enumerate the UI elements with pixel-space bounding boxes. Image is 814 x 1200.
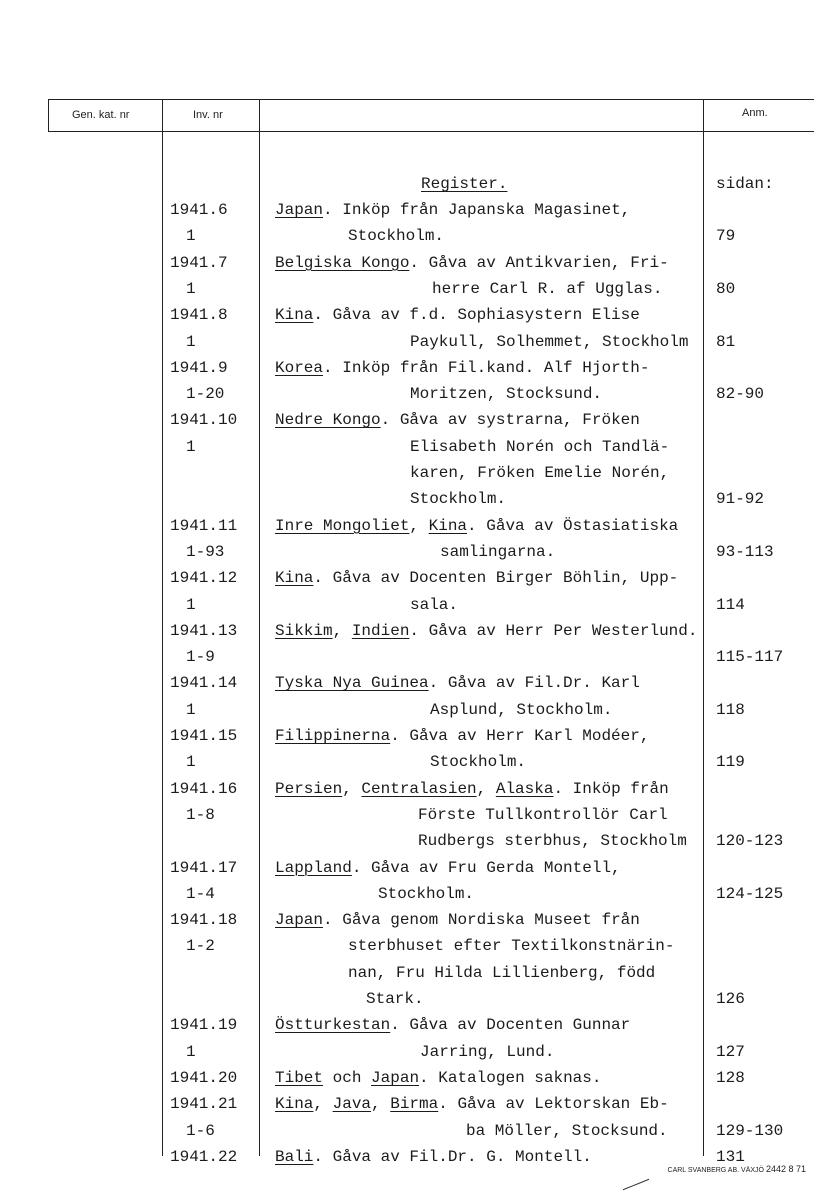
entry-text-line (275, 412, 640, 428)
entry-text-line (430, 754, 526, 770)
inv-number: 1941.8 (170, 306, 228, 325)
entry-text-line (410, 465, 669, 481)
entry-text: . Inköp från Fil.kand. Alf Hjorth- (323, 358, 650, 377)
entry-text-line (466, 1123, 668, 1139)
column-rule-1 (162, 99, 163, 1156)
entry-text: nan, Fru Hilda Lillienberg, född (348, 963, 656, 982)
entry-text: Stockholm. (378, 884, 475, 903)
page-reference: 80 (716, 279, 736, 298)
entry-text: . Gåva av Herr Karl Modéer, (390, 727, 650, 745)
entry-text-line (275, 360, 649, 376)
entry-text-line (410, 439, 669, 455)
page-reference: 79 (716, 227, 736, 246)
printer-imprint (668, 1164, 806, 1174)
object-count: 1 (186, 753, 196, 772)
header-left-rule (48, 99, 49, 132)
place-name: Java (332, 1095, 372, 1114)
entry-text-line (366, 991, 424, 1007)
entry-text: Stockholm. (348, 227, 445, 246)
object-count: 1 (186, 595, 196, 614)
entry-text: ba Möller, Stocksund. (466, 1121, 668, 1140)
entry-text-line (430, 702, 612, 718)
place-name: Bali (275, 1147, 314, 1166)
entry-text-line (432, 281, 662, 297)
entry-text-line (275, 307, 640, 323)
page-reference: 115-117 (716, 648, 784, 667)
inv-number: 1941.9 (170, 358, 228, 377)
object-count: 1 (186, 279, 196, 298)
inv-number: 1941.10 (170, 411, 238, 430)
entry-text: sala. (410, 595, 459, 614)
page-reference: 118 (716, 700, 745, 719)
entry-text: Moritzen, Stocksund. (410, 385, 603, 404)
entry-text: , (476, 779, 496, 798)
entry-text-line (275, 1096, 669, 1112)
form-code: 2442 8 71 (765, 1164, 806, 1174)
page-reference: 114 (716, 595, 745, 614)
entry-text-line (275, 728, 649, 744)
inv-number: 1941.18 (170, 911, 238, 930)
entry-text-line (275, 202, 630, 218)
inv-number: 1941.19 (170, 1016, 238, 1035)
entry-text: , (332, 621, 352, 640)
entry-text: karen, Fröken Emelie Norén, (410, 464, 670, 482)
entry-text-line (275, 623, 697, 639)
entry-text: Stockholm. (410, 490, 507, 509)
entry-text-line (440, 544, 555, 560)
place-name: Filippinerna (275, 727, 391, 745)
entry-text: , (371, 1095, 391, 1114)
entry-text: , (409, 516, 429, 535)
column-rule-3 (703, 99, 704, 1156)
entry-text: Paykull, Solhemmet, Stockholm (410, 332, 689, 351)
place-name: Japan (371, 1068, 420, 1087)
entry-text-line (275, 1149, 592, 1165)
entry-text: , (313, 1095, 333, 1114)
entry-text-line (410, 334, 688, 350)
entry-text: . Gåva av Fil.Dr. G. Montell. (313, 1147, 592, 1166)
entry-text: samlingarna. (440, 542, 556, 561)
object-count: 1-20 (186, 385, 225, 404)
entry-text: Asplund, Stockholm. (430, 700, 613, 719)
inv-number: 1941.11 (170, 516, 238, 535)
entry-text: . Gåva av Östasiatiska (467, 516, 679, 535)
entry-text: . Gåva av Antikvarien, Fri- (409, 253, 669, 272)
pen-mark (623, 1179, 649, 1190)
entry-text: Förste Tullkontrollör Carl (418, 805, 668, 824)
object-count: 1 (186, 227, 196, 246)
place-name: Japan (275, 201, 324, 219)
object-count: 1-4 (186, 884, 215, 903)
gen-kat-nr-header: Gen. kat. nr (72, 109, 130, 121)
place-name: Kina (275, 1095, 314, 1114)
entry-text: Stark. (366, 990, 424, 1008)
entry-text-line (275, 255, 669, 271)
entry-text-line (275, 860, 621, 876)
place-name: Japan (275, 911, 324, 930)
entry-text-line (420, 1044, 554, 1060)
entry-text: , (342, 779, 362, 798)
page-reference: 81 (716, 332, 736, 351)
inv-number: 1941.13 (170, 621, 238, 640)
inv-number: 1941.17 (170, 858, 238, 877)
entry-text: Jarring, Lund. (420, 1042, 555, 1061)
entry-text: . Gåva av Fru Gerda Montell, (351, 858, 621, 877)
entry-text-line (410, 597, 458, 613)
column-rule-2 (259, 99, 260, 1156)
place-name: Östturkestan (275, 1016, 391, 1035)
entry-text: . Katalogen saknas. (419, 1068, 602, 1087)
page-reference: 131 (716, 1147, 745, 1166)
entry-text: . Gåva av systrarna, Fröken (380, 411, 640, 430)
entry-text: . Gåva av Lektorskan Eb- (438, 1095, 669, 1114)
object-count: 1 (186, 1042, 196, 1061)
entry-text-line (418, 833, 687, 849)
register-title: Register. (421, 175, 508, 193)
place-name: Lappland (275, 858, 352, 877)
place-name: Sikkim (275, 621, 333, 640)
inv-number: 1941.20 (170, 1068, 238, 1087)
entry-text: Elisabeth Norén och Tandlä- (410, 437, 670, 456)
object-count: 1-93 (186, 542, 225, 561)
inv-number: 1941.12 (170, 569, 238, 588)
place-name: Persien (275, 779, 343, 798)
place-name: Centralasien (361, 779, 477, 798)
inv-number: 1941.21 (170, 1095, 238, 1114)
place-name: Inre Mongoliet (275, 516, 410, 535)
place-name: Kina (428, 516, 468, 535)
entry-text: Stockholm. (430, 753, 527, 772)
entry-text: . Gåva av Herr Per Westerlund. (409, 621, 698, 640)
place-name: Birma (390, 1095, 439, 1114)
entry-text: Rudbergs sterbhus, Stockholm (418, 832, 687, 851)
place-name: Tibet (275, 1068, 324, 1087)
entry-text-line (275, 675, 640, 691)
anm-header: Anm. (742, 107, 768, 119)
inv-number: 1941.14 (170, 674, 238, 693)
place-name: Nedre Kongo (275, 411, 381, 430)
inv-number: 1941.16 (170, 779, 238, 798)
entry-text: . Gåva av f.d. Sophiasystern Elise (313, 306, 640, 325)
inv-number: 1941.6 (170, 201, 228, 219)
entry-text: . Gåva av Docenten Gunnar (390, 1016, 631, 1035)
page-column-header: sidan: (716, 175, 774, 193)
inv-nr-header: Inv. nr (193, 109, 223, 121)
place-name: Kina (275, 306, 314, 325)
entry-text: . Gåva av Fil.Dr. Karl (428, 674, 640, 693)
page-reference: 126 (716, 990, 745, 1008)
place-name: Belgiska Kongo (275, 253, 410, 272)
page-reference: 119 (716, 753, 745, 772)
entry-text: . Gåva av Docenten Birger Böhlin, Upp- (313, 569, 679, 588)
inv-number: 1941.22 (170, 1147, 238, 1166)
entry-text: och (323, 1068, 372, 1087)
entry-text-line (418, 807, 668, 823)
object-count: 1 (186, 437, 196, 456)
entry-text-line (275, 1017, 630, 1033)
entry-text-line (348, 965, 655, 981)
entry-text: . Inköp från (553, 779, 669, 798)
entry-text-line (275, 518, 678, 534)
place-name: Kina (275, 569, 314, 588)
entry-text: . Gåva genom Nordiska Museet från (323, 911, 640, 930)
object-count: 1-6 (186, 1121, 215, 1140)
place-name: Indien (351, 621, 410, 640)
object-count: 1 (186, 332, 196, 351)
entry-text: sterbhuset efter Textilkonstnärin- (348, 937, 675, 956)
page-reference: 129-130 (716, 1121, 784, 1140)
page-reference: 91-92 (716, 490, 765, 509)
place-name: Tyska Nya Guinea (275, 674, 429, 693)
object-count: 1-2 (186, 937, 215, 956)
object-count: 1-8 (186, 805, 215, 824)
entry-text-line (275, 570, 678, 586)
entry-text: herre Carl R. af Ugglas. (432, 279, 663, 298)
place-name: Alaska (495, 779, 554, 798)
page-reference: 82-90 (716, 385, 765, 404)
entry-text-line (275, 912, 640, 928)
object-count: 1 (186, 700, 196, 719)
entry-text-line (275, 1070, 601, 1086)
place-name: Korea (275, 358, 324, 377)
page-reference: 124-125 (716, 884, 784, 903)
page-reference: 120-123 (716, 832, 784, 851)
entry-text-line (378, 886, 474, 902)
printer-name: CARL SVANBERG AB. VÄXJÖ (667, 1167, 764, 1174)
page-reference: 127 (716, 1042, 745, 1061)
entry-text: . Inköp från Japanska Magasinet, (323, 201, 631, 219)
page-reference: 128 (716, 1068, 745, 1087)
page-reference: 93-113 (716, 542, 774, 561)
entry-text-line (348, 228, 444, 244)
entry-text-line (275, 781, 669, 797)
entry-text-line (410, 491, 506, 507)
entry-text-line (410, 386, 602, 402)
object-count: 1-9 (186, 648, 215, 667)
entry-text-line (348, 938, 674, 954)
inv-number: 1941.15 (170, 727, 238, 745)
inv-number: 1941.7 (170, 253, 228, 272)
